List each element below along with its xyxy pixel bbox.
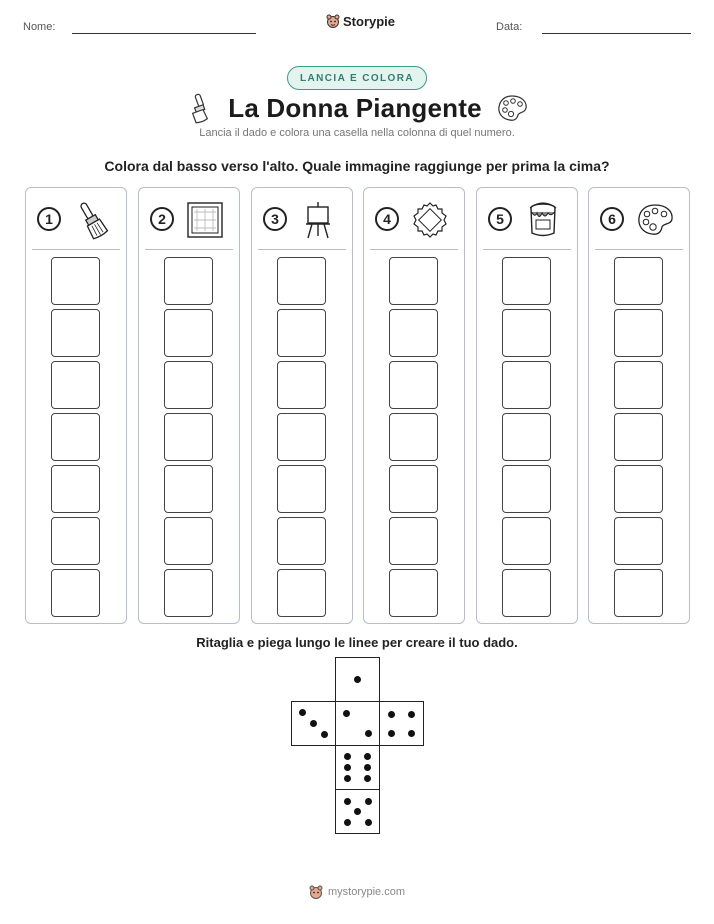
color-box[interactable] <box>502 309 551 357</box>
column-header <box>477 188 577 250</box>
column-number: 3 <box>263 207 287 231</box>
column-4 <box>363 187 465 624</box>
die-pip <box>365 798 372 805</box>
storypie-mascot-icon <box>309 884 323 900</box>
stamp-icon <box>410 200 450 240</box>
die-face-2 <box>335 701 380 746</box>
die-pip <box>344 753 351 760</box>
die-pip <box>354 676 361 683</box>
color-box[interactable] <box>164 517 213 565</box>
color-box[interactable] <box>614 309 663 357</box>
color-box[interactable] <box>277 361 326 409</box>
paintbrush-icon <box>186 92 214 124</box>
column-5 <box>476 187 578 624</box>
name-label: Nome: <box>23 21 56 33</box>
die-pip <box>344 819 351 826</box>
die-pip <box>364 764 371 771</box>
color-box[interactable] <box>389 361 438 409</box>
color-box[interactable] <box>51 413 100 461</box>
easel-icon <box>298 200 338 240</box>
color-box[interactable] <box>164 257 213 305</box>
color-box[interactable] <box>389 413 438 461</box>
color-box[interactable] <box>614 361 663 409</box>
die-pip <box>321 731 328 738</box>
column-header <box>252 188 352 250</box>
die-pip <box>310 720 317 727</box>
column-number: 2 <box>150 207 174 231</box>
die-pip <box>364 753 371 760</box>
die-pip <box>388 730 395 737</box>
die-pip <box>344 798 351 805</box>
color-box[interactable] <box>51 517 100 565</box>
column-header <box>364 188 464 250</box>
color-box[interactable] <box>614 465 663 513</box>
die-pip <box>299 709 306 716</box>
subtitle: Lancia il dado e colora una casella nella colonna di quel numero. <box>199 127 515 139</box>
color-box[interactable] <box>389 517 438 565</box>
column-1 <box>25 187 127 624</box>
name-line[interactable] <box>72 33 256 34</box>
column-number: 6 <box>600 207 624 231</box>
paint-can-icon <box>523 200 563 240</box>
die-pip <box>408 730 415 737</box>
color-box[interactable] <box>502 465 551 513</box>
color-box[interactable] <box>389 465 438 513</box>
page-title: La Donna Piangente <box>228 92 482 123</box>
column-number: 4 <box>375 207 399 231</box>
die-pip <box>365 730 372 737</box>
activity-badge: LANCIA E COLORA <box>287 66 427 90</box>
die-pip <box>344 764 351 771</box>
die-face-3 <box>291 701 336 746</box>
color-box[interactable] <box>51 465 100 513</box>
color-box[interactable] <box>502 413 551 461</box>
column-header <box>139 188 239 250</box>
cut-instructions: Ritaglia e piega lungo le linee per creare il tuo dado. <box>196 635 518 650</box>
column-2 <box>138 187 240 624</box>
color-box[interactable] <box>164 309 213 357</box>
die-pip <box>364 775 371 782</box>
color-box[interactable] <box>389 257 438 305</box>
column-header <box>26 188 126 250</box>
title-row <box>0 90 714 126</box>
color-box[interactable] <box>389 569 438 617</box>
color-box[interactable] <box>164 569 213 617</box>
color-box[interactable] <box>502 361 551 409</box>
color-box[interactable] <box>51 257 100 305</box>
paintbrush-icon <box>72 200 112 240</box>
color-box[interactable] <box>614 517 663 565</box>
color-box[interactable] <box>277 517 326 565</box>
canvas-icon <box>185 200 225 240</box>
column-divider <box>483 249 571 250</box>
color-box[interactable] <box>51 569 100 617</box>
column-divider <box>258 249 346 250</box>
color-box[interactable] <box>277 257 326 305</box>
palette-icon <box>635 200 675 240</box>
die-pip <box>344 775 351 782</box>
die-pip <box>343 710 350 717</box>
color-box[interactable] <box>51 309 100 357</box>
column-divider <box>595 249 683 250</box>
column-3 <box>251 187 353 624</box>
column-header <box>589 188 689 250</box>
color-box[interactable] <box>614 569 663 617</box>
column-divider <box>145 249 233 250</box>
color-box[interactable] <box>389 309 438 357</box>
column-divider <box>370 249 458 250</box>
color-box[interactable] <box>502 257 551 305</box>
palette-icon <box>496 94 528 122</box>
column-6 <box>588 187 690 624</box>
color-box[interactable] <box>164 361 213 409</box>
date-label: Data: <box>496 21 523 33</box>
color-box[interactable] <box>277 465 326 513</box>
color-box[interactable] <box>277 569 326 617</box>
color-box[interactable] <box>502 569 551 617</box>
die-face-6 <box>335 745 380 790</box>
die-face-5 <box>335 789 380 834</box>
color-box[interactable] <box>614 257 663 305</box>
die-face-1 <box>335 657 380 702</box>
die-pip <box>365 819 372 826</box>
color-box[interactable] <box>277 309 326 357</box>
column-divider <box>32 249 120 250</box>
color-box[interactable] <box>164 413 213 461</box>
storypie-mascot-icon <box>326 13 340 29</box>
column-number: 1 <box>37 207 61 231</box>
date-line[interactable] <box>542 33 691 34</box>
color-box[interactable] <box>51 361 100 409</box>
color-box[interactable] <box>502 517 551 565</box>
brand-logo <box>326 13 395 29</box>
footer <box>0 884 714 900</box>
die-pip <box>408 711 415 718</box>
column-number: 5 <box>488 207 512 231</box>
die-face-4 <box>379 701 424 746</box>
brand-name: Storypie <box>343 13 396 29</box>
instruction: Colora dal basso verso l'alto. Quale immagine raggiunge per prima la cima? <box>104 158 610 174</box>
footer-url[interactable]: mystorypie.com <box>327 886 406 898</box>
die-pip <box>388 711 395 718</box>
color-box[interactable] <box>164 465 213 513</box>
color-box[interactable] <box>277 413 326 461</box>
color-box[interactable] <box>614 413 663 461</box>
die-pip <box>354 808 361 815</box>
